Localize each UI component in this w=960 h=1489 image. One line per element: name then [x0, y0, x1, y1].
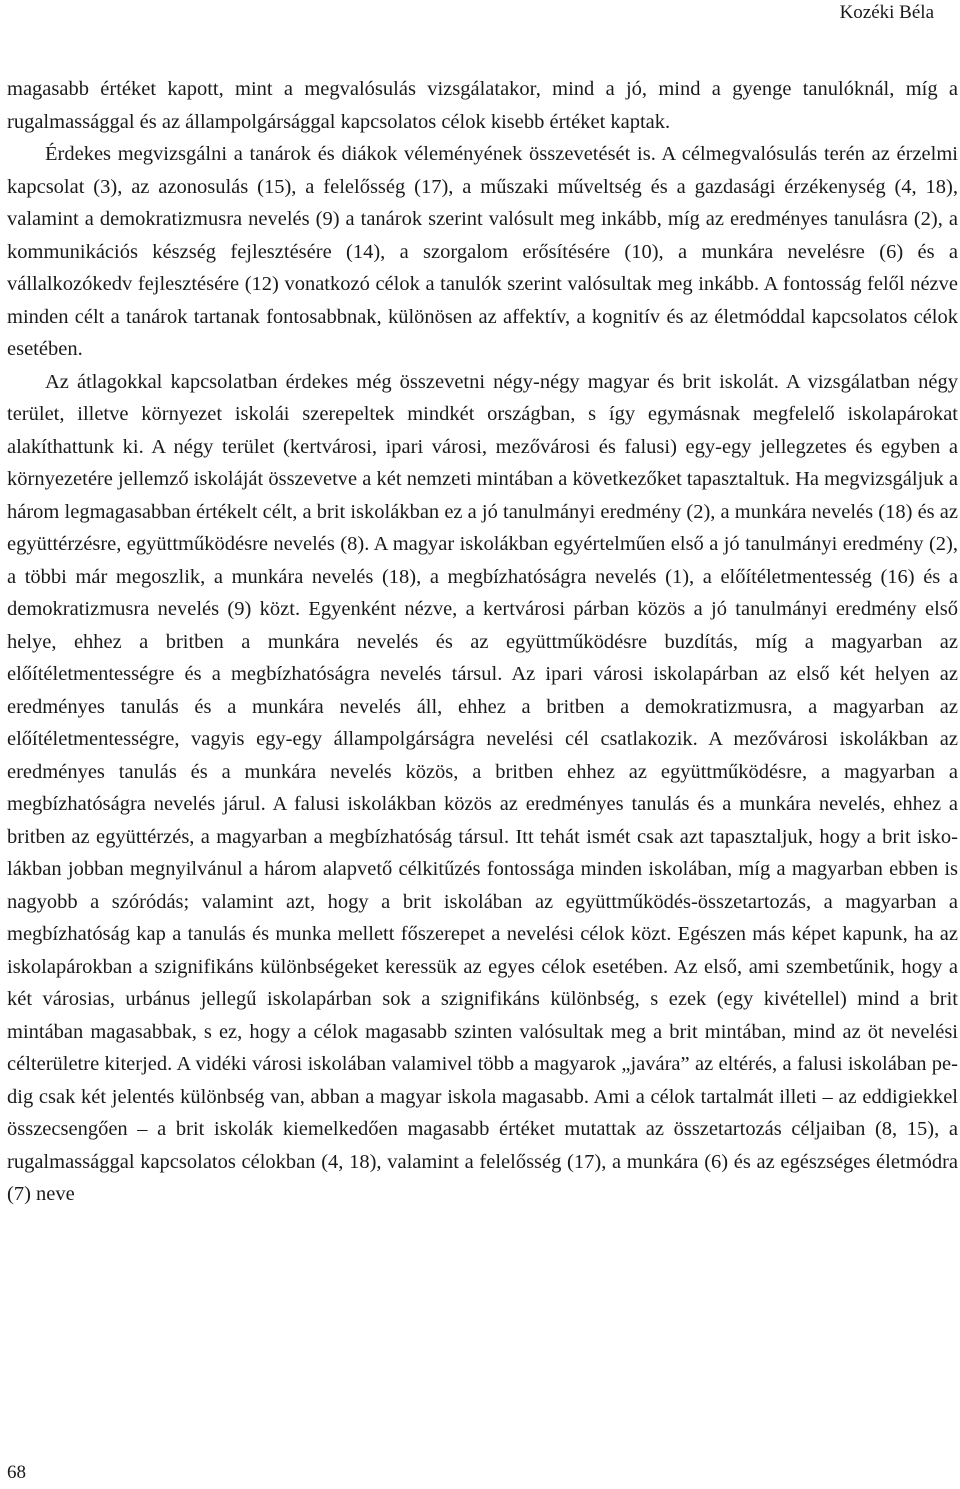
paragraph-3: Az átlagokkal kapcsolatban érdekes még összevetni négy-négy magyar és brit iskolát. A vizsgálatban négy terület, illetve környezet iskolái szerepeltek mindkét országban, s így egymásnak megfelelő iskolapárokat alakíthattunk ki. A négy terület (kertvárosi, ipari városi, mezővárosi és falusi) egy-egy jellegzetes és egyben a környezetére jellemző iskoláját összevetve a két nemzeti mintában a következőket tapasztaltuk. Ha megvizsgáljuk a három legmagasabban értékelt célt, a brit iskolákban ez a jó tanulmányi eredmény (2), a munkára nevelés (18) és az együttérzésre, együttműködésre nevelés (8). A magyar iskolákban egyértelműen első a jó tanulmányi eredmény (2), a többi már megoszlik, a munkára nevelés (18), a megbízhatóságra nevelés (1), a előítéletmentesség (16) és a demokratizmusra nevelés (9) közt. Egyenként nézve, a kertvárosi párban közös a jó tanulmányi eredmény első helye, ehhez a britben a munkára nevelés és az együttműködésre buzdítás, míg a magyarban az előítéletmentességre és a megbízhatóságra nevelés társul. Az ipari városi iskolapárban az első két helyen az eredményes tanulás és a munkára nevelés áll, ehhez a britben a demokratizmusra, a magyarban az előítéletmentességre, vagyis egy-egy állampolgárságra nevelési cél csatlakozik. A mezővárosi iskolákban az eredményes tanulás és a munkára nevelés közös, a britben ehhez az együttműködésre, a magyarban a megbízhatóságra nevelés járul. A falusi iskolákban közös az eredményes tanulás és a munkára nevelés, ehhez a britben az együttérzés, a magyarban a megbízhatóság társul. Itt tehát ismét csak azt tapasztaljuk, hogy a brit iskolákban jobban megnyilvánul a három alapvető célkitűzés fontossága minden iskolában, míg a magyarban ebben is nagyobb a szóródás; valamint azt, hogy a brit iskolában az együttműködés-összetartozás, a magyarban a megbízhatóság kap a tanulás és munka mellett főszerepet a nevelési célok közt. Egészen más képet kapunk, ha az iskolapárokban a szignifikáns különbségeket keressük az egyes célok esetében. Az első, ami szembetűnik, hogy a két városias, urbánus jellegű iskolapárban sok a szignifikáns különbség, s ezek (egy kivétellel) mind a brit mintában magasabbak, s ez, hogy a célok magasabb szinten valósultak meg a brit mintában, mind az öt nevelési célterületre kiterjed. A vidéki városi iskolában valamivel több a magyarok „javára” az eltérés, a falusi iskolában pedig csak két jelentés különbség van, abban a magyar iskola magasabb. Ami a célok tartalmát illeti – az eddigiekkel összecsengően – a brit iskolák kiemelkedően magasabb értéket mutattak az összetartozás céljaiban (8, 15), a rugalmassággal kapcsolatos célokban (4, 18), valamint a felelősség (17), a munkára (6) és az egészséges életmódra (7) neve [7, 370, 958, 1205]
paragraph-1: magasabb értéket kapott, mint a megvalósulás vizsgálatakor, mind a jó, mind a gyenge tanulóknál, míg a rugalmassággal és az állampolgársággal kapcsolatos célok kisebb értéket kaptak. [7, 78, 958, 133]
page-body [7, 73, 958, 1211]
running-head-author: Kozéki Béla [839, 2, 934, 23]
paragraph-2: Érdekes megvizsgálni a tanárok és diákok véleményének összevetését is. A célmegvalósulás terén az érzelmi kapcsolat (3), az azonosulás (15), a felelősség (17), a műszaki műveltség és a gazdasági érzékenység (4, 18), valamint a demokratizmusra nevelés (9) a tanárok szerint valósult meg inkább, míg az eredményes tanulásra (2), a kommunikációs készség fejlesztésére (14), a szorgalom erősítésére (10), a munkára nevelésre (6) és a vállalkozókedv fejlesztésére (12) vonatkozó célok a tanulók szerint valósultak meg inkább. A fontosság felől nézve minden célt a tanárok tartanak fontosabbnak, különösen az affektív, a kognitív és az életmóddal kapcsolatos célok esetében. [7, 143, 958, 360]
page-number: 68 [7, 1462, 26, 1483]
